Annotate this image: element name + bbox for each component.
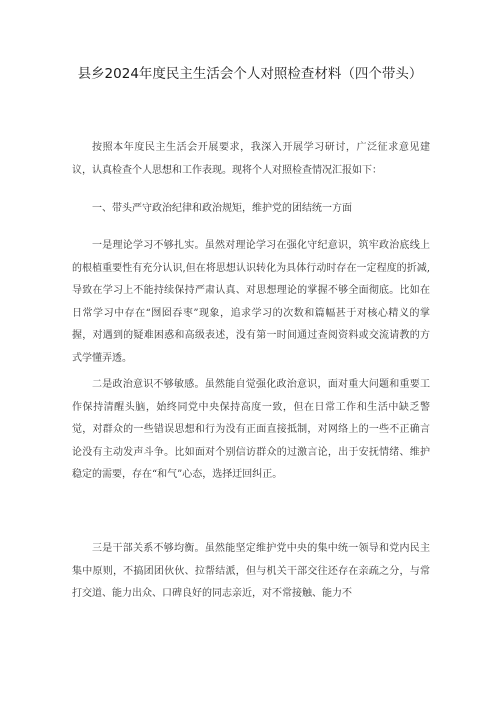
paragraph-intro: 按照本年度民主生活会开展要求，我深入开展学习研讨，广泛征求意见建议，认真检查个人思想和工作表现。现将个人对照检查情况汇报如下： (72, 142, 430, 176)
paragraph-cadre-relations: 三是干部关系不够均衡。虽然能坚定维护党中央的集中统一领导和党内民主集中原则，不搞团团伙伙、拉帮结派，但与机关干部交往还存在亲疏之分，与常打交道、能力出众、口碑良好的同志亲近，对不常接触、能力不 (72, 543, 430, 599)
document-title: 县乡2024年度民主生活会个人对照检查材料（四个带头） (77, 66, 423, 82)
section-heading-1: 一、带头严守政治纪律和政治规矩，维护党的团结统一方面 (92, 203, 352, 214)
paragraph-political-awareness: 二是政治意识不够敏感。虽然能自觉强化政治意识，面对重大问题和重要工作保持清醒头脑，始终同党中央保持高度一致，但在日常工作和生活中缺乏警觉，对群众的一些错误思想和行为没有正面直接抵制，对网络上的一些不正确言论没有主动发声斗争。比如面对个别信访群众的过激言论，出于安抚情绪、维护稳定的需要，存在“和气”心态，选择迂回纠正。 (72, 379, 430, 480)
paragraph-theory-study: 一是理论学习不够扎实。虽然对理论学习在强化守纪意识，筑牢政治底线上的根植重要性有充分认识,但在将思想认识转化为具体行动时存在一定程度的折减,导致在学习上不能持续保持严肃认真、对思想理论的掌握不够全面彻底。比如在日常学习中存在“囫囵吞枣”现象，追求学习的次数和篇幅甚于对核心精义的掌握，对遇到的疑难困惑和高级表述，没有第一时间通过查阅资料或交流请教的方式学懂弄透。 (72, 240, 430, 364)
